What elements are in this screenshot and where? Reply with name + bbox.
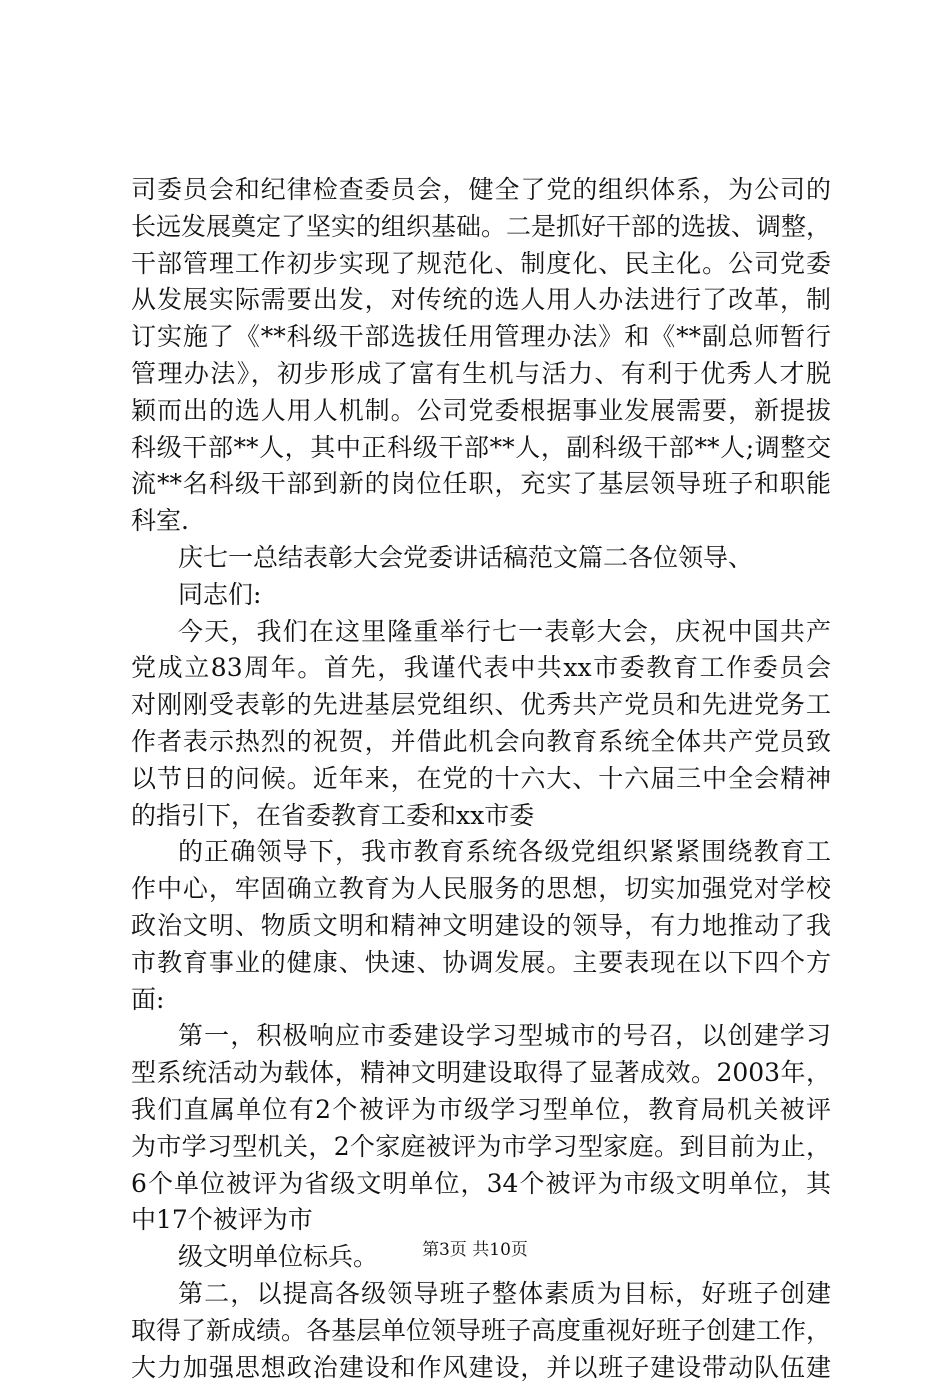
text-line: 为市学习型机关，2个家庭被评为市学习型家庭。到目前为止， xyxy=(131,1129,831,1166)
text-line: 的指引下，在省委教育工委和xx市委 xyxy=(131,798,831,835)
text-line: 第二，以提高各级领导班子整体素质为目标，好班子创建 xyxy=(131,1276,831,1313)
text-line: 科室. xyxy=(131,503,831,540)
text-line: 干部管理工作初步实现了规范化、制度化、民主化。公司党委 xyxy=(131,246,831,283)
text-line: 大力加强思想政治建设和作风建设，并以班子建设带动队伍建 xyxy=(131,1350,831,1386)
text-line: 流**名科级干部到新的岗位任职，充实了基层领导班子和职能 xyxy=(131,466,831,503)
text-line: 面: xyxy=(131,982,831,1019)
text-line: 今天，我们在这里隆重举行七一表彰大会，庆祝中国共产 xyxy=(131,614,831,651)
text-line: 的正确领导下，我市教育系统各级党组织紧紧围绕教育工 xyxy=(131,834,831,871)
text-line: 管理办法》，初步形成了富有生机与活力、有利于优秀人才脱 xyxy=(131,356,831,393)
text-line: 司委员会和纪律检查委员会，健全了党的组织体系，为公司的 xyxy=(131,172,831,209)
text-line: 中17个被评为市 xyxy=(131,1202,831,1239)
text-line: 颖而出的选人用人机制。公司党委根据事业发展需要，新提拔 xyxy=(131,393,831,430)
text-line: 第一，积极响应市委建设学习型城市的号召，以创建学习 xyxy=(131,1018,831,1055)
salutation: 同志们: xyxy=(131,577,831,614)
text-line: 订实施了《**科级干部选拔任用管理办法》和《**副总师暂行 xyxy=(131,319,831,356)
page-footer xyxy=(0,1238,950,1262)
text-line: 6个单位被评为省级文明单位，34个被评为市级文明单位，其 xyxy=(131,1166,831,1203)
text-line: 科级干部**人，其中正科级干部**人，副科级干部**人;调整交 xyxy=(131,430,831,467)
text-line: 市教育事业的健康、快速、协调发展。主要表现在以下四个方 xyxy=(131,945,831,982)
text-line: 对刚刚受表彰的先进基层党组织、优秀共产党员和先进党务工 xyxy=(131,687,831,724)
text-line: 政治文明、物质文明和精神文明建设的领导，有力地推动了我 xyxy=(131,908,831,945)
section-heading: 庆七一总结表彰大会党委讲话稿范文篇二各位领导、 xyxy=(131,540,831,577)
text-line: 级文明单位标兵。 xyxy=(131,1239,831,1276)
page-number: 第3页 共10页 xyxy=(422,1240,528,1260)
text-line: 作者表示热烈的祝贺，并借此机会向教育系统全体共产党员致 xyxy=(131,724,831,761)
text-line: 我们直属单位有2个被评为市级学习型单位，教育局机关被评 xyxy=(131,1092,831,1129)
text-line: 长远发展奠定了坚实的组织基础。二是抓好干部的选拔、调整， xyxy=(131,209,831,246)
text-line: 党成立83周年。首先，我谨代表中共xx市委教育工作委员会 xyxy=(131,650,831,687)
text-line: 作中心，牢固确立教育为人民服务的思想，切实加强党对学校 xyxy=(131,871,831,908)
text-line: 以节日的问候。近年来，在党的十六大、十六届三中全会精神 xyxy=(131,761,831,798)
text-line: 从发展实际需要出发，对传统的选人用人办法进行了改革，制 xyxy=(131,282,831,319)
document-body xyxy=(131,172,831,1386)
text-line: 取得了新成绩。各基层单位领导班子高度重视好班子创建工作， xyxy=(131,1313,831,1350)
text-line: 型系统活动为载体，精神文明建设取得了显著成效。2003年， xyxy=(131,1055,831,1092)
